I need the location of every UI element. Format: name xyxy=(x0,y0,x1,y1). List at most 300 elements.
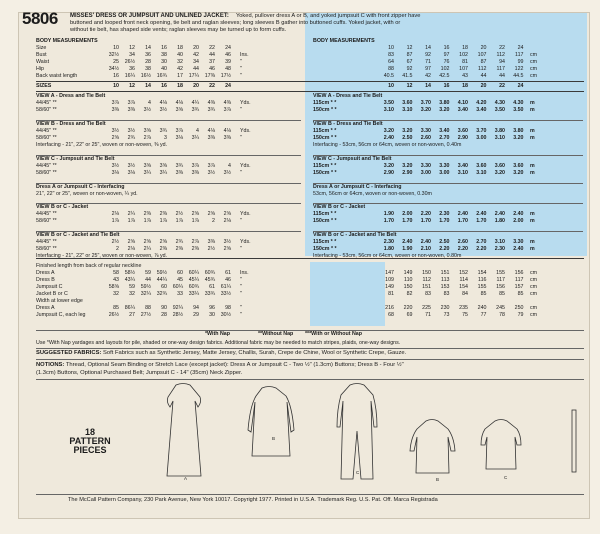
bm-right-row-value: 102 xyxy=(459,52,468,58)
left-yardage-row-value: 3½ xyxy=(159,107,167,113)
bm-right-row-value: 41.5 xyxy=(402,73,413,79)
right-yardage-row-value: 2.20 xyxy=(420,211,431,217)
size-value: 14 xyxy=(425,83,431,89)
width-left-row-label: Jumpsuit C, each leg xyxy=(36,312,86,318)
bm-left-row-value: 20 xyxy=(193,45,199,51)
width-right-row-value: 77 xyxy=(480,312,487,318)
bm-left-row-value: 44 xyxy=(193,66,199,72)
size-value: 12 xyxy=(129,83,135,89)
bm-left-row-unit: " xyxy=(240,59,242,65)
left-yardage-row-unit: " xyxy=(240,170,242,176)
finished-left-row-value: 60 xyxy=(161,284,167,290)
left-yardage-row-value: 3½ xyxy=(223,239,231,245)
left-yardage-row-value: 3⅝ xyxy=(143,128,151,134)
left-yardage-row-value: 3⅞ xyxy=(127,100,135,106)
left-yardage-row-value: 3 xyxy=(164,135,167,141)
finished-right-row-value: 155 xyxy=(496,270,505,276)
left-yardage-row-value: 2⅝ xyxy=(207,211,215,217)
bm-left-row-value: 48 xyxy=(225,66,231,72)
bm-left-row-value: 36 xyxy=(145,52,151,58)
left-yardage-row-value: 2⅞ xyxy=(191,239,199,245)
left-yardage-row-unit: Yds. xyxy=(240,100,251,106)
right-yardage-row-unit: m xyxy=(530,163,535,169)
description-line-1: Yoked, pullover dress A or B, and yoked jumpsuit C with front zipper have xyxy=(236,13,421,19)
nap-note: Use *With Nap yardages and layouts for pile, shaded or one-way design fabrics. Additional fabric may be needed to match stripes, plaids, one-way designs. xyxy=(36,340,401,346)
bm-right-row-value: 71 xyxy=(425,59,431,65)
right-yardage-row-value: 1.70 xyxy=(457,218,468,224)
bm-right-row-value: 43 xyxy=(462,73,468,79)
left-yardage-row-value: 3⅜ xyxy=(207,135,215,141)
right-yardage-row-value: 1.70 xyxy=(439,218,450,224)
right-yardage-row-value: 3.20 xyxy=(402,163,413,169)
finished-right-row-value: 83 xyxy=(425,291,431,297)
finished-right-row-value: 147 xyxy=(385,270,394,276)
width-left-row-value: 26½ xyxy=(108,312,119,318)
width-right-row-value: 245 xyxy=(496,305,505,311)
finished-right-row-value: 149 xyxy=(385,284,394,290)
bm-left-row-value: 44 xyxy=(209,52,215,58)
bm-right-row-value: 87 xyxy=(406,52,413,58)
finished-left-row-value: 33¼ xyxy=(188,291,199,297)
bm-left-row-value: 22 xyxy=(209,45,215,51)
right-yardage-row-value: 3.00 xyxy=(439,170,450,176)
right-yardage-row-value: 3.40 xyxy=(457,107,468,113)
left-yardage-row-value: 4⅛ xyxy=(223,128,231,134)
finished-right-row-value: 154 xyxy=(459,284,468,290)
finished-right-row-value: 116 xyxy=(478,277,487,283)
right-yardage-row-value: 1.70 xyxy=(402,218,413,224)
bm-right-row-value: 94 xyxy=(499,59,505,65)
width-right-row-value: 235 xyxy=(459,305,468,311)
bm-right-row-value: 102 xyxy=(440,66,450,72)
finished-left-row-value: 32 xyxy=(129,291,135,297)
left-yardage-row-label: 58/60" ** xyxy=(36,170,57,176)
bm-left-row-value: 26½ xyxy=(124,59,135,65)
notions-text-1: Thread, Optional Seam Binding or Stretch Lace (except jacket): Dress A or Jumpsuit C - Two ½" (1.3cm) Buttons; Dress B - Four ½" xyxy=(65,362,404,368)
right-yardage-row-value: 2.20 xyxy=(476,246,487,252)
width-right-row-value: 71 xyxy=(425,312,431,318)
right-yardage-row-value: 1.70 xyxy=(476,218,487,224)
right-section-title: VIEW B - Dress and Tie Belt xyxy=(313,121,383,127)
right-yardage-row-label: 115cm * * xyxy=(313,100,337,106)
bm-left-row-value: 17¼ xyxy=(188,73,199,79)
right-yardage-row-value: 1.90 xyxy=(383,211,394,217)
right-section-title: VIEW B or C - Jacket and Tie Belt xyxy=(313,232,397,238)
jumpsuit-c-sketch xyxy=(337,384,377,480)
finished-left-row-value: 59½ xyxy=(156,270,167,276)
bm-right-row-value: 18 xyxy=(462,45,468,51)
right-yardage-row-unit: m xyxy=(530,239,535,245)
width-left-row-value: 98 xyxy=(225,305,231,311)
left-yardage-row-value: 1⅞ xyxy=(175,218,183,224)
left-yardage-row-label: 58/60" ** xyxy=(36,107,57,113)
left-yardage-row-label: 58/60" ** xyxy=(36,135,57,141)
left-yardage-row-value: 2⅛ xyxy=(127,246,135,252)
size-value: 10 xyxy=(388,83,394,89)
left-section-title: VIEW C - Jumpsuit and Tie Belt xyxy=(36,156,115,162)
width-left-row-value: 86¼ xyxy=(124,305,135,311)
finished-left-row-value: 61¼ xyxy=(220,284,231,290)
right-yardage-row-value: 4.10 xyxy=(457,100,468,106)
size-value: 24 xyxy=(517,83,524,89)
legend-with-nap: *With Nap xyxy=(205,331,230,337)
right-yardage-row-value: 3.70 xyxy=(476,128,487,134)
right-yardage-row-value: 3.20 xyxy=(513,170,524,176)
right-section-title: VIEW C - Jumpsuit and Tie Belt xyxy=(313,156,392,162)
left-yardage-row-value: 2⅜ xyxy=(159,211,167,217)
footer-text: The McCall Pattern Company, 230 Park Avenue, New York 10017. Copyright 1977. Printed in U.S.A. Trademark Reg. U.S. Pat. Off. Marca Registrada xyxy=(68,497,438,503)
finished-length-title: Finished length from back of regular neckline xyxy=(36,263,142,269)
left-yardage-row-value: 2⅜ xyxy=(143,211,151,217)
width-left-row-value: 90 xyxy=(161,305,167,311)
right-yardage-row-unit: m xyxy=(530,246,535,252)
width-left-row-value: 85 xyxy=(113,305,119,311)
bm-left-row-value: 40 xyxy=(177,52,183,58)
left-yardage-row-value: 1⅞ xyxy=(143,218,151,224)
finished-right-row-value: 110 xyxy=(404,277,413,283)
size-value: 14 xyxy=(145,83,151,89)
right-yardage-row-value: 2.30 xyxy=(383,239,394,245)
bm-left-row-value: 17 xyxy=(177,73,183,79)
finished-right-row-value: 151 xyxy=(422,284,431,290)
finished-left-row-value: 32 xyxy=(113,291,119,297)
left-yardage-row-value: 4⅛ xyxy=(175,100,183,106)
pattern-number: 5806 xyxy=(22,9,58,28)
left-yardage-row-value: 1⅞ xyxy=(111,218,119,224)
bm-left-row-value: 14 xyxy=(145,45,151,51)
bm-left-row-value: 12 xyxy=(129,45,135,51)
left-yardage-row-unit: Yds. xyxy=(240,211,251,217)
left-yardage-row-value: 3⅞ xyxy=(223,107,231,113)
left-yardage-row-value: 2⅞ xyxy=(143,135,151,141)
left-yardage-row-value: 3⅜ xyxy=(191,170,199,176)
right-yardage-row-label: 115cm * * xyxy=(313,163,337,169)
finished-right-row-unit: cm xyxy=(530,291,538,297)
left-yardage-row-value: 2 xyxy=(212,218,215,224)
width-left-row-value: 96 xyxy=(209,305,215,311)
right-yardage-row-value: 2.40 xyxy=(420,239,431,245)
left-yardage-row-value: 3⅛ xyxy=(127,170,135,176)
width-left-row-value: 94 xyxy=(193,305,199,311)
sketch-label-b: B xyxy=(272,436,276,441)
right-yardage-row-value: 2.50 xyxy=(402,135,413,141)
dress-b-sketch xyxy=(248,387,294,457)
bm-right-row-value: 97 xyxy=(425,66,431,72)
right-section-note: Interfacing - 53cm, 56cm or 64cm, woven or non-woven, 0.40m xyxy=(313,142,462,148)
right-yardage-row-value: 3.30 xyxy=(420,163,431,169)
right-yardage-row-label: 115cm * * xyxy=(313,211,337,217)
right-yardage-row-value: 3.10 xyxy=(494,239,505,245)
left-yardage-row-value: 3¾ xyxy=(175,163,183,169)
notions-label: NOTIONS: xyxy=(36,362,65,368)
right-yardage-row-value: 3.60 xyxy=(457,128,468,134)
bm-right-row-value: 112 xyxy=(496,52,505,58)
legend-with-or-without: ***With or Without Nap xyxy=(305,331,362,337)
bm-right-row-unit: cm xyxy=(530,52,538,58)
right-yardage-row-value: 2.40 xyxy=(494,211,505,217)
size-value: 10 xyxy=(113,83,119,89)
right-yardage-row-unit: m xyxy=(530,170,535,176)
left-yardage-row-value: 1⅞ xyxy=(127,218,135,224)
right-yardage-row-value: 2.90 xyxy=(383,170,394,176)
right-yardage-row-value: 1.70 xyxy=(383,218,394,224)
bm-right-row-value: 112 xyxy=(478,66,487,72)
bm-right-row-value: 81 xyxy=(462,59,468,65)
right-yardage-row-unit: m xyxy=(530,135,535,141)
bm-right-row-unit: cm xyxy=(530,66,538,72)
finished-left-row-value: 44 xyxy=(145,277,151,283)
pattern-pieces-label-2: PIECES xyxy=(73,445,107,455)
finished-right-row-unit: cm xyxy=(530,270,538,276)
bm-left-row-value: 34 xyxy=(193,59,199,65)
left-yardage-row-value: 3⅝ xyxy=(175,107,183,113)
finished-left-row-unit: Ins. xyxy=(240,270,249,276)
right-yardage-row-value: 3.40 xyxy=(439,128,450,134)
right-yardage-row-unit: m xyxy=(530,211,535,217)
width-right-row-value: 216 xyxy=(385,305,394,311)
left-yardage-row-value: 3⅜ xyxy=(127,107,135,113)
right-yardage-row-value: 2.10 xyxy=(420,246,431,252)
jacket-b-sketch xyxy=(410,420,455,474)
bm-right-row-value: 44 xyxy=(480,73,487,79)
width-right-row-value: 240 xyxy=(477,305,487,311)
right-yardage-row-value: 3.50 xyxy=(513,107,524,113)
right-yardage-row-value: 2.30 xyxy=(494,246,505,252)
right-yardage-row-value: 3.30 xyxy=(420,128,431,134)
right-yardage-row-label: 150cm * * xyxy=(313,246,337,252)
width-left-row-value: 27½ xyxy=(140,312,151,318)
left-yardage-row-value: 3⅜ xyxy=(223,135,231,141)
bm-right-row-value: 107 xyxy=(459,66,468,72)
bm-left-row-value: 18 xyxy=(177,45,183,51)
left-yardage-row-unit: Yds. xyxy=(240,128,251,134)
left-yardage-row-value: 3½ xyxy=(127,128,135,134)
bm-left-row-value: 28 xyxy=(145,59,151,65)
size-value: 12 xyxy=(406,83,413,89)
left-yardage-row-value: 3¼ xyxy=(159,170,167,176)
finished-right-row-value: 82 xyxy=(406,291,413,297)
width-right-row-value: 225 xyxy=(422,305,431,311)
bm-right-row-unit: cm xyxy=(530,59,538,65)
right-yardage-row-value: 2.40 xyxy=(457,211,468,217)
size-value: 22 xyxy=(209,83,215,89)
description-line-3: without tie belt, has shaped side vents; raglan sleeves may be turned up to form cuffs. xyxy=(70,27,287,33)
left-yardage-row-value: 2½ xyxy=(207,246,215,252)
bm-left-row-value: 37 xyxy=(209,59,215,65)
left-yardage-row-value: 3½ xyxy=(207,170,215,176)
right-yardage-row-unit: m xyxy=(530,218,535,224)
left-yardage-row-value: 3⅜ xyxy=(207,239,215,245)
left-yardage-row-value: 4⅜ xyxy=(223,100,231,106)
left-yardage-row-value: 2⅝ xyxy=(127,239,135,245)
left-yardage-row-value: 4⅛ xyxy=(159,100,167,106)
bm-right-row-value: 20 xyxy=(480,45,487,51)
finished-left-row-value: 32¾ xyxy=(156,291,167,297)
finished-right-row-value: 85 xyxy=(480,291,487,297)
width-left-row-value: 88 xyxy=(145,305,151,311)
finished-left-row-value: 45 xyxy=(177,277,183,283)
bm-right-row-value: 97 xyxy=(443,52,450,58)
bm-right-row-value: 117 xyxy=(496,66,505,72)
finished-right-row-unit: cm xyxy=(530,277,538,283)
bm-left-row-label: Bust xyxy=(36,52,47,58)
finished-left-row-value: 60¾ xyxy=(188,284,199,290)
finished-left-row-value: 60¾ xyxy=(204,270,215,276)
right-yardage-row-value: 3.00 xyxy=(476,135,487,141)
left-yardage-row-value: 3⅞ xyxy=(175,128,183,134)
width-left-row-value: 27 xyxy=(129,312,135,318)
left-yardage-row-value: 2⅜ xyxy=(159,246,167,252)
left-yardage-row-value: 2¼ xyxy=(143,246,151,252)
left-yardage-row-value: 3½ xyxy=(111,163,119,169)
left-yardage-row-value: 4⅛ xyxy=(207,128,215,134)
right-section-note: 53cm, 56cm or 64cm, woven or non-woven, 0.30m xyxy=(313,191,432,197)
width-right-row-unit: cm xyxy=(530,312,538,318)
left-yardage-row-value: 4¼ xyxy=(191,100,199,106)
left-yardage-row-label: 44/45" ** xyxy=(36,211,57,217)
right-yardage-row-value: 3.70 xyxy=(420,100,431,106)
right-yardage-row-value: 2.70 xyxy=(476,239,487,245)
left-yardage-row-value: 3¼ xyxy=(143,170,151,176)
right-yardage-row-label: 150cm * * xyxy=(313,218,337,224)
bm-left-row-value: 17⅜ xyxy=(204,73,215,79)
right-yardage-row-value: 3.80 xyxy=(513,128,524,134)
bm-right-row-value: 99 xyxy=(517,59,524,65)
right-section-title: Dress A or Jumpsuit C - Interfacing xyxy=(313,184,402,190)
sketch-label-c: C xyxy=(356,470,360,475)
left-yardage-row-value: 3⅛ xyxy=(111,170,119,176)
sizes-label: SIZES xyxy=(36,83,52,89)
width-left-row-value: 92¼ xyxy=(172,305,183,311)
left-yardage-row-value: 3½ xyxy=(127,163,135,169)
left-yardage-row-label: 44/45" ** xyxy=(36,239,57,245)
finished-left-row-label: Dress B xyxy=(36,277,55,283)
width-right-row-value: 78 xyxy=(499,312,505,318)
left-yardage-row-value: 2½ xyxy=(175,211,183,217)
left-section-title: VIEW A - Dress and Tie Belt xyxy=(36,93,106,99)
left-yardage-row-value: 3⅜ xyxy=(111,107,119,113)
right-yardage-row-value: 2.70 xyxy=(439,135,450,141)
width-left-row-value: 28 xyxy=(161,312,167,318)
right-yardage-row-unit: m xyxy=(530,128,535,134)
finished-right-row-value: 155 xyxy=(477,284,487,290)
bm-right-row-value: 92 xyxy=(406,66,413,72)
finished-right-row-value: 156 xyxy=(514,270,524,276)
size-value: 18 xyxy=(462,83,468,89)
bm-right-row-value: 122 xyxy=(514,66,524,72)
bm-left-row-value: 10 xyxy=(113,45,119,51)
left-section-title: VIEW B or C - Jacket xyxy=(36,204,89,210)
finished-left-row-value: 61 xyxy=(209,284,215,290)
left-yardage-row-value: 3⅞ xyxy=(207,163,215,169)
right-yardage-row-value: 2.50 xyxy=(439,239,450,245)
pattern-title: MISSES' DRESS OR JUMPSUIT AND UNLINED JACKET: xyxy=(70,13,229,19)
left-yardage-row-value: 1⅞ xyxy=(159,218,167,224)
finished-left-row-value: 45¾ xyxy=(204,277,215,283)
bm-left-row-label: Size xyxy=(36,45,47,51)
right-yardage-row-value: 3.00 xyxy=(420,170,431,176)
finished-left-row-value: 61 xyxy=(225,270,231,276)
finished-left-row-value: 32¼ xyxy=(140,291,151,297)
left-yardage-row-value: 3¾ xyxy=(207,107,215,113)
sketch-label-a: A xyxy=(184,476,188,481)
bm-left-row-value: 16½ xyxy=(140,73,151,79)
right-yardage-row-value: 3.40 xyxy=(457,163,468,169)
finished-right-row-value: 84 xyxy=(462,291,468,297)
bm-left-row-unit: Ins. xyxy=(240,52,249,58)
finished-left-row-unit: " xyxy=(240,284,242,290)
left-yardage-row-value: 2 xyxy=(116,246,119,252)
bm-left-row-value: 16 xyxy=(161,45,167,51)
right-yardage-row-value: 2.20 xyxy=(439,246,450,252)
left-yardage-row-value: 2⅝ xyxy=(143,239,151,245)
left-yardage-row-value: 2⅜ xyxy=(191,246,199,252)
bm-left-row-value: 30 xyxy=(161,59,167,65)
left-yardage-row-value: 3¾ xyxy=(191,107,199,113)
left-yardage-row-unit: " xyxy=(240,246,242,252)
finished-right-row-value: 109 xyxy=(385,277,394,283)
right-yardage-row-value: 2.40 xyxy=(402,239,413,245)
size-value: 18 xyxy=(177,83,183,89)
left-yardage-row-value: 3½ xyxy=(223,170,231,176)
right-yardage-row-value: 2.20 xyxy=(457,246,468,252)
left-yardage-row-value: 2⅝ xyxy=(111,135,119,141)
left-yardage-row-value: 3¼ xyxy=(191,135,199,141)
size-value: 16 xyxy=(161,83,167,89)
width-left-row-unit: " xyxy=(240,312,242,318)
finished-right-row-unit: cm xyxy=(530,284,538,290)
right-yardage-row-value: 3.60 xyxy=(494,163,505,169)
bm-left-row-value: 36 xyxy=(129,66,135,72)
finished-left-row-value: 43 xyxy=(113,277,119,283)
left-yardage-row-value: 1⅞ xyxy=(191,218,199,224)
finished-right-row-value: 113 xyxy=(441,277,450,283)
width-left-row-unit: " xyxy=(240,305,242,311)
body-measurements-title-left: BODY MEASUREMENTS xyxy=(36,38,98,44)
bm-right-row-unit: cm xyxy=(530,73,538,79)
right-yardage-row-value: 3.20 xyxy=(494,170,505,176)
finished-left-row-label: Jacket B or C xyxy=(36,291,68,297)
right-yardage-row-value: 1.80 xyxy=(383,246,394,252)
bm-left-row-value: 39 xyxy=(225,59,231,65)
bm-right-row-value: 87 xyxy=(480,59,487,65)
bm-left-row-value: 16¾ xyxy=(156,73,167,79)
left-yardage-row-value: 2⅛ xyxy=(111,211,119,217)
bm-left-row-value: 42 xyxy=(177,66,183,72)
left-yardage-row-value: 3⅜ xyxy=(175,170,183,176)
body-measurements-title-right: BODY MEASUREMENTS xyxy=(313,38,375,44)
bm-left-row-value: 24 xyxy=(225,45,231,51)
width-right-row-value: 79 xyxy=(517,312,524,318)
finished-left-row-value: 33½ xyxy=(220,291,231,297)
right-yardage-row-value: 3.60 xyxy=(476,163,487,169)
finished-left-row-value: 58⅝ xyxy=(108,284,119,290)
left-yardage-row-value: 4 xyxy=(148,100,151,106)
right-yardage-row-value: 3.50 xyxy=(494,107,505,113)
left-yardage-row-value: 3⅞ xyxy=(191,163,199,169)
finished-left-row-unit: " xyxy=(240,291,242,297)
left-yardage-row-unit: " xyxy=(240,107,242,113)
right-yardage-row-value: 3.60 xyxy=(402,100,413,106)
legend-without-nap: **Without Nap xyxy=(258,331,294,337)
left-section-note: Interfacing - 21", 22" or 25", woven or non-woven, ⅞ yd. xyxy=(36,253,168,259)
width-right-row-value: 250 xyxy=(514,305,524,311)
bm-right-row-value: 40.5 xyxy=(383,73,394,79)
bm-left-row-value: 16 xyxy=(113,73,119,79)
finished-right-row-value: 149 xyxy=(403,270,413,276)
right-yardage-row-value: 3.20 xyxy=(402,128,413,134)
finished-right-row-value: 153 xyxy=(440,284,450,290)
